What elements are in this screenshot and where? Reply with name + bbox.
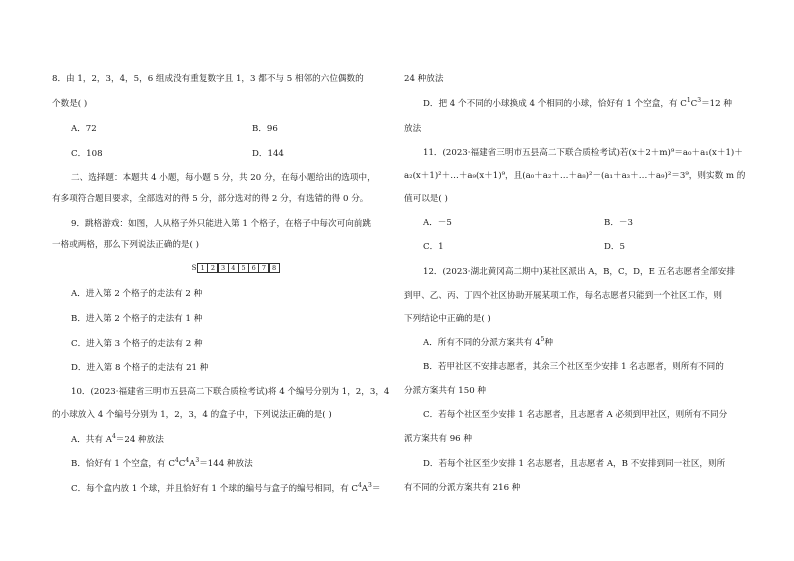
q12-stem-line3: 下列结论中正确的是( )	[404, 314, 491, 324]
q11-stem-line1: 11．(2023·福建省三明市五县高二下联合质检考试)若(x＋2＋m)⁹＝a₀＋a₁(x＋1)＋	[423, 148, 743, 158]
q11-option-b: B．－3	[604, 218, 633, 228]
q9-option-b: B．进入第 2 个格子的走法有 1 种	[71, 314, 203, 324]
q8-option-d: D．144	[252, 149, 284, 159]
q8-option-a: A．72	[71, 124, 97, 134]
q9-stem-line1: 9．跳格游戏：如图，人从格子外只能进入第 1 个格子，在格子中每次可向前跳	[71, 219, 371, 229]
q10-stem-line1: 10．(2023·福建省三明市五县高二下联合质检考试)将 4 个编号分别为 1，2，3，4	[71, 387, 390, 397]
q8-option-c: C．108	[71, 149, 103, 159]
q9-figure-cell: 5	[238, 263, 249, 273]
q12-option-c-line2: 派方案共有 96 种	[404, 434, 472, 444]
section2-heading-line2: 有多项符合题目要求，全部选对的得 5 分，部分选对的得 2 分，有选错的得 0 分。	[52, 194, 369, 204]
left-column	[52, 0, 392, 561]
q10-option-b: B．恰好有 1 个空盒，有 $C^4C^4A^3=144$ 种放法	[71, 457, 253, 469]
q9-figure-start: S	[191, 264, 197, 272]
q10-option-c-continued: 24 种放法	[404, 74, 444, 84]
q9-figure-cell: 6	[248, 263, 259, 273]
q11-option-d: D．5	[604, 242, 625, 252]
q12-option-d-line1: D．若每个社区至少安排 1 名志愿者，且志愿者 A，B 不安排到同一社区，则所	[423, 459, 726, 469]
q9-figure-cell: 1	[197, 263, 208, 273]
q9-option-a: A．进入第 2 个格子的走法有 2 种	[71, 289, 203, 299]
q12-option-b-line1: B．若甲社区不安排志愿者，其余三个社区至少安排 1 名志愿者，则所有不同的	[423, 362, 724, 372]
q12-option-b-line2: 分派方案共有 150 种	[404, 386, 487, 396]
q9-figure-cell: 2	[207, 263, 218, 273]
q12-option-a: A．所有不同的分派方案共有 $4^5$种	[423, 336, 553, 348]
q11-option-c: C．1	[423, 242, 444, 252]
q12-option-c-line1: C．若每个社区至少安排 1 名志愿者，且志愿者 A 必须到甲社区，则所有不同分	[423, 410, 728, 420]
q9-figure-cell: 8	[269, 263, 280, 273]
q12-option-d-line2: 有不同的分派方案共有 216 种	[404, 483, 521, 493]
q10-stem-line2: 的小球放入 4 个编号分别为 1，2，3，4 的盒子中，下列说法正确的是( )	[52, 410, 332, 420]
q9-figure-cell: 4	[228, 263, 239, 273]
q9-option-c: C．进入第 3 个格子的走法有 2 种	[71, 339, 203, 349]
q9-figure-cell: 3	[218, 263, 229, 273]
q11-stem-line2: a₂(x＋1)²＋…＋a₉(x＋1)⁹，且(a₀＋a₂＋…＋a₈)²－(a₁＋a₃＋…＋a₉)²＝3⁹，则实数 m 的	[404, 171, 746, 181]
q8-option-b: B．96	[252, 124, 278, 134]
q9-option-d: D．进入第 8 个格子的走法有 21 种	[71, 363, 209, 373]
q8-stem-line2: 个数是( )	[52, 99, 88, 109]
q11-option-a: A．－5	[423, 218, 452, 228]
right-column	[404, 0, 744, 561]
q12-stem-line1: 12．(2023·湖北黄冈高二期中)某社区派出 A，B，C，D，E 五名志愿者全部安排	[423, 267, 735, 277]
q12-stem-line2: 到甲、乙、丙、丁四个社区协助开展某项工作，每名志愿者只能到一个社区工作，则	[404, 291, 722, 301]
q10-option-d: D．把 4 个不同的小球换成 4 个相同的小球，恰好有 1 个空盒，有 $C^1C^3=12$ 种	[423, 97, 732, 109]
q9-stem-line2: 一格或两格，那么下列说法正确的是( )	[52, 240, 199, 250]
q10-option-d-continued: 放法	[404, 124, 422, 134]
q8-stem-line1: 8．由 1，2，3，4，5，6 组成没有重复数字且 1，3 都不与 5 相邻的六位偶数的	[52, 74, 364, 84]
q10-option-c: C．每个盒内放 1 个球，并且恰好有 1 个球的编号与盒子的编号相同，有 $C^4A^3=$	[71, 482, 381, 494]
section2-heading-line1: 二、选择题：本题共 4 小题，每小题 5 分，共 20 分，在每小题给出的选项中，	[71, 173, 376, 183]
q11-stem-line3: 值可以是( )	[404, 194, 448, 204]
q9-figure-cell: 7	[258, 263, 269, 273]
q9-figure-grid	[190, 263, 280, 273]
q10-option-a: A．共有 $A^4=24$ 种放法	[71, 433, 164, 445]
